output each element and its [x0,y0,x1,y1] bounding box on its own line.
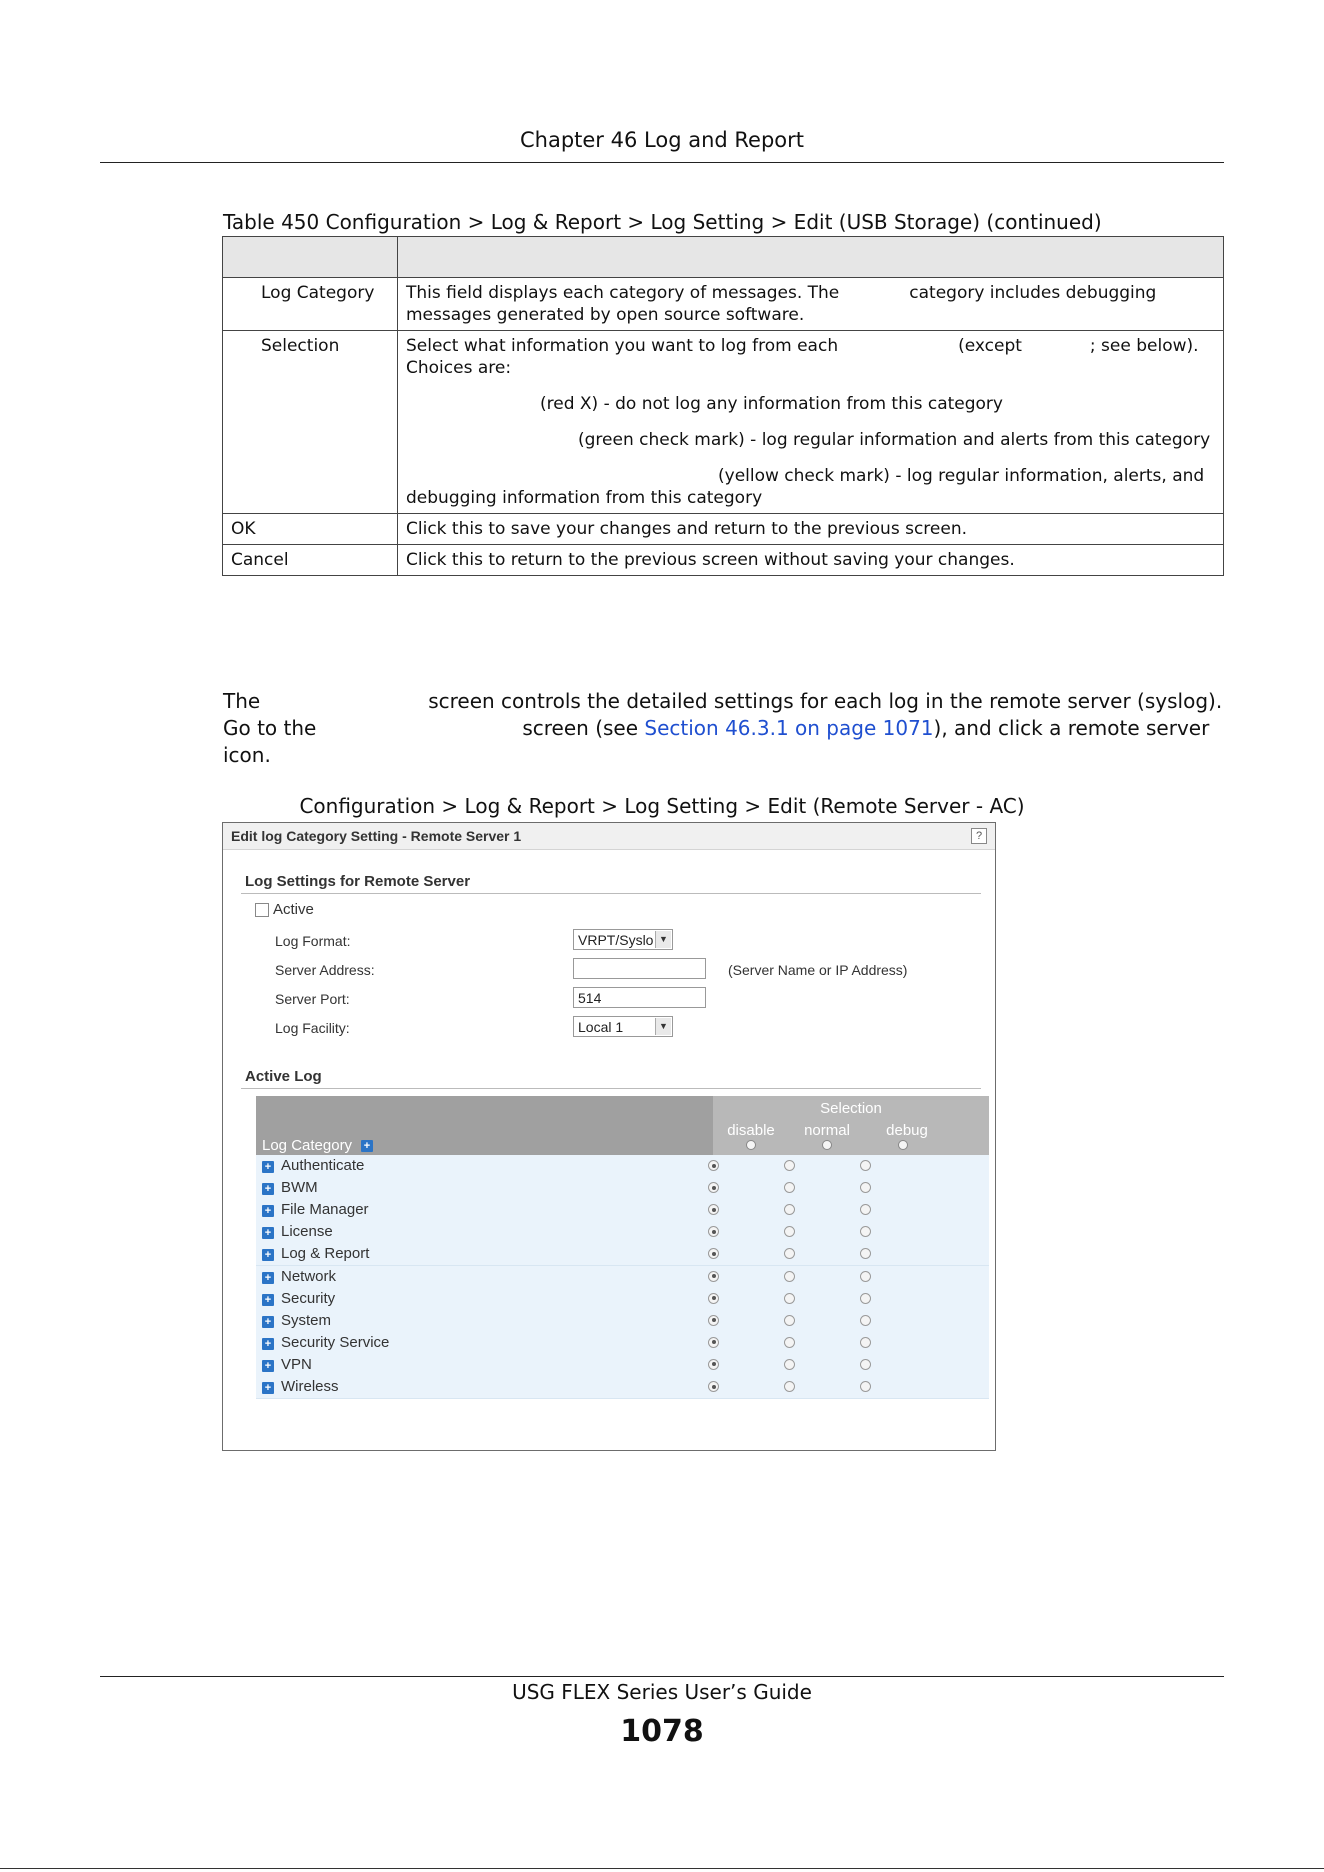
disable-column-header: disable [727,1122,775,1139]
debug-radio[interactable] [860,1226,871,1237]
table-row [256,1332,989,1355]
table-row [256,1243,989,1266]
category-label: Security [281,1289,336,1307]
expand-icon[interactable]: + [262,1205,274,1217]
active-label: Active [273,901,314,918]
panel-title: Edit log Category Setting - Remote Server 1 [231,828,522,844]
normal-radio[interactable] [784,1182,795,1193]
table-row [256,1288,989,1311]
description-table [222,236,1224,576]
server-address-label: Server Address: [275,962,375,978]
settings-section-title: Log Settings for Remote Server [245,873,471,890]
category-label: Log & Report [281,1245,370,1263]
debug-column-header: debug [886,1122,928,1139]
selection-header [713,1096,989,1155]
disable-radio[interactable] [708,1359,719,1370]
debug-radio[interactable] [860,1248,871,1259]
category-label: File Manager [281,1201,369,1219]
disable-radio[interactable] [708,1315,719,1326]
category-label: System [281,1311,332,1329]
row-description [398,331,1224,514]
disable-radio[interactable] [708,1271,719,1282]
log-format-label: Log Format: [275,933,351,949]
table-row [256,1354,989,1377]
debug-radio[interactable] [860,1182,871,1193]
row-label: Cancel [223,545,398,576]
expand-icon[interactable]: + [262,1294,274,1306]
table-row [256,1177,989,1200]
edit-log-category-panel [222,822,996,1451]
table-row [256,1310,989,1333]
category-label: Wireless [281,1378,339,1395]
debug-radio[interactable] [860,1315,871,1326]
table-row [256,1155,989,1178]
normal-radio[interactable] [784,1315,795,1326]
row-description: Click this to return to the previous screen without saving your changes. [398,545,1224,576]
table-row [256,1221,989,1244]
category-label: Network [281,1267,337,1285]
help-icon[interactable]: ? [971,828,987,844]
table-header-row [223,237,1224,278]
disable-radio[interactable] [708,1381,719,1392]
normal-radio[interactable] [784,1204,795,1215]
disable-radio[interactable] [708,1160,719,1171]
server-address-hint: (Server Name or IP Address) [728,962,908,978]
debug-radio[interactable] [860,1337,871,1348]
chevron-down-icon: ▼ [655,931,671,948]
log-category-header: Log Category [262,1137,353,1154]
selection-header-label: Selection [820,1100,882,1117]
log-facility-label: Log Facility: [275,1020,350,1036]
expand-icon[interactable]: + [262,1382,274,1394]
category-label: VPN [281,1355,312,1373]
expand-icon[interactable]: + [262,1316,274,1328]
row-label: Selection [223,331,398,514]
description-text: Choices are: [406,358,512,378]
normal-radio[interactable] [784,1271,795,1282]
panel-titlebar [223,823,995,850]
bottom-divider [0,1868,1324,1869]
footer-divider [100,1676,1224,1677]
expand-all-icon[interactable]: + [361,1140,373,1152]
log-category-grid-header [256,1096,989,1155]
debug-radio[interactable] [860,1271,871,1282]
description-text: ; see below). [1089,336,1199,356]
expand-icon[interactable]: + [262,1338,274,1350]
description-text: category includes debugging messages generated by open source software. [406,283,1157,325]
table-row [223,514,1224,545]
section-divider [241,1088,981,1089]
debug-radio[interactable] [860,1204,871,1215]
section-divider [241,893,981,894]
expand-icon[interactable]: + [262,1249,274,1261]
choice-disable-text: (red X) - do not log any information from this category [540,394,1003,414]
disable-radio[interactable] [708,1182,719,1193]
active-checkbox[interactable] [255,903,269,917]
normal-radio[interactable] [784,1160,795,1171]
log-facility-select[interactable]: Local 1 ▼ [573,1016,673,1037]
disable-radio[interactable] [708,1226,719,1237]
row-label: Log Category [223,278,398,331]
section-link[interactable]: Section 46.3.1 on page 1071 [644,716,934,740]
normal-radio[interactable] [784,1359,795,1370]
server-address-input[interactable] [573,958,706,979]
category-label: Security Service [281,1333,390,1351]
category-label: BWM [281,1179,318,1197]
category-label: Authenticate [281,1157,365,1174]
expand-icon[interactable]: + [262,1161,274,1173]
description-text: (except [958,336,1022,356]
disable-radio[interactable] [708,1293,719,1304]
table-header-cell [223,237,398,278]
expand-icon[interactable]: + [262,1183,274,1195]
normal-column-header: normal [804,1122,850,1139]
select-all-disable-radio[interactable] [746,1140,756,1150]
table-header-cell [398,237,1224,278]
active-log-section-title: Active Log [245,1068,322,1085]
select-all-debug-radio[interactable] [898,1140,908,1150]
server-port-input[interactable]: 514 [573,987,706,1008]
choice-debug-text: (yellow check mark) - log regular information, alerts, and debugging information from this category [406,466,1205,508]
table-row [223,278,1224,331]
choice-normal-text: (green check mark) - log regular information and alerts from this category [578,430,1211,450]
expand-icon[interactable]: + [262,1272,274,1284]
figure-caption: Configuration > Log & Report > Log Setting > Edit (Remote Server - AC) [299,794,1025,818]
table-caption: Table 450 Configuration > Log & Report > Log Setting > Edit (USB Storage) (continued) [223,210,1102,234]
select-all-normal-radio[interactable] [822,1140,832,1150]
normal-radio[interactable] [784,1381,795,1392]
table-row [256,1266,989,1289]
debug-radio[interactable] [860,1359,871,1370]
normal-radio[interactable] [784,1293,795,1304]
server-port-label: Server Port: [275,991,350,1007]
normal-radio[interactable] [784,1248,795,1259]
description-text: This field displays each category of messages. The [406,283,840,303]
debug-radio[interactable] [860,1160,871,1171]
debug-radio[interactable] [860,1381,871,1392]
chevron-down-icon: ▼ [655,1018,671,1035]
row-label: OK [223,514,398,545]
category-label: License [281,1223,333,1241]
intro-paragraph: The screen controls the detailed settings for each log in the remote server (syslog). Go to the screen (see Section 46.3.1 on page 1071), and click a remote server icon. [223,689,1223,767]
table-row [256,1376,989,1399]
row-description: Click this to save your changes and return to the previous screen. [398,514,1224,545]
normal-radio[interactable] [784,1337,795,1348]
table-row [223,545,1224,576]
disable-radio[interactable] [708,1337,719,1348]
table-row [256,1199,989,1222]
description-text: Select what information you want to log from each [406,336,839,356]
log-format-select[interactable]: VRPT/Syslo ▼ [573,929,673,950]
expand-icon[interactable]: + [262,1360,274,1372]
page-number: 1078 [620,1714,704,1749]
table-row [223,331,1224,514]
disable-radio[interactable] [708,1204,719,1215]
expand-icon[interactable]: + [262,1227,274,1239]
header-divider [100,162,1224,163]
row-description [398,278,1224,331]
normal-radio[interactable] [784,1226,795,1237]
disable-radio[interactable] [708,1248,719,1259]
guide-title: USG FLEX Series User’s Guide [512,1680,812,1704]
debug-radio[interactable] [860,1293,871,1304]
chapter-title: Chapter 46 Log and Report [519,128,804,152]
